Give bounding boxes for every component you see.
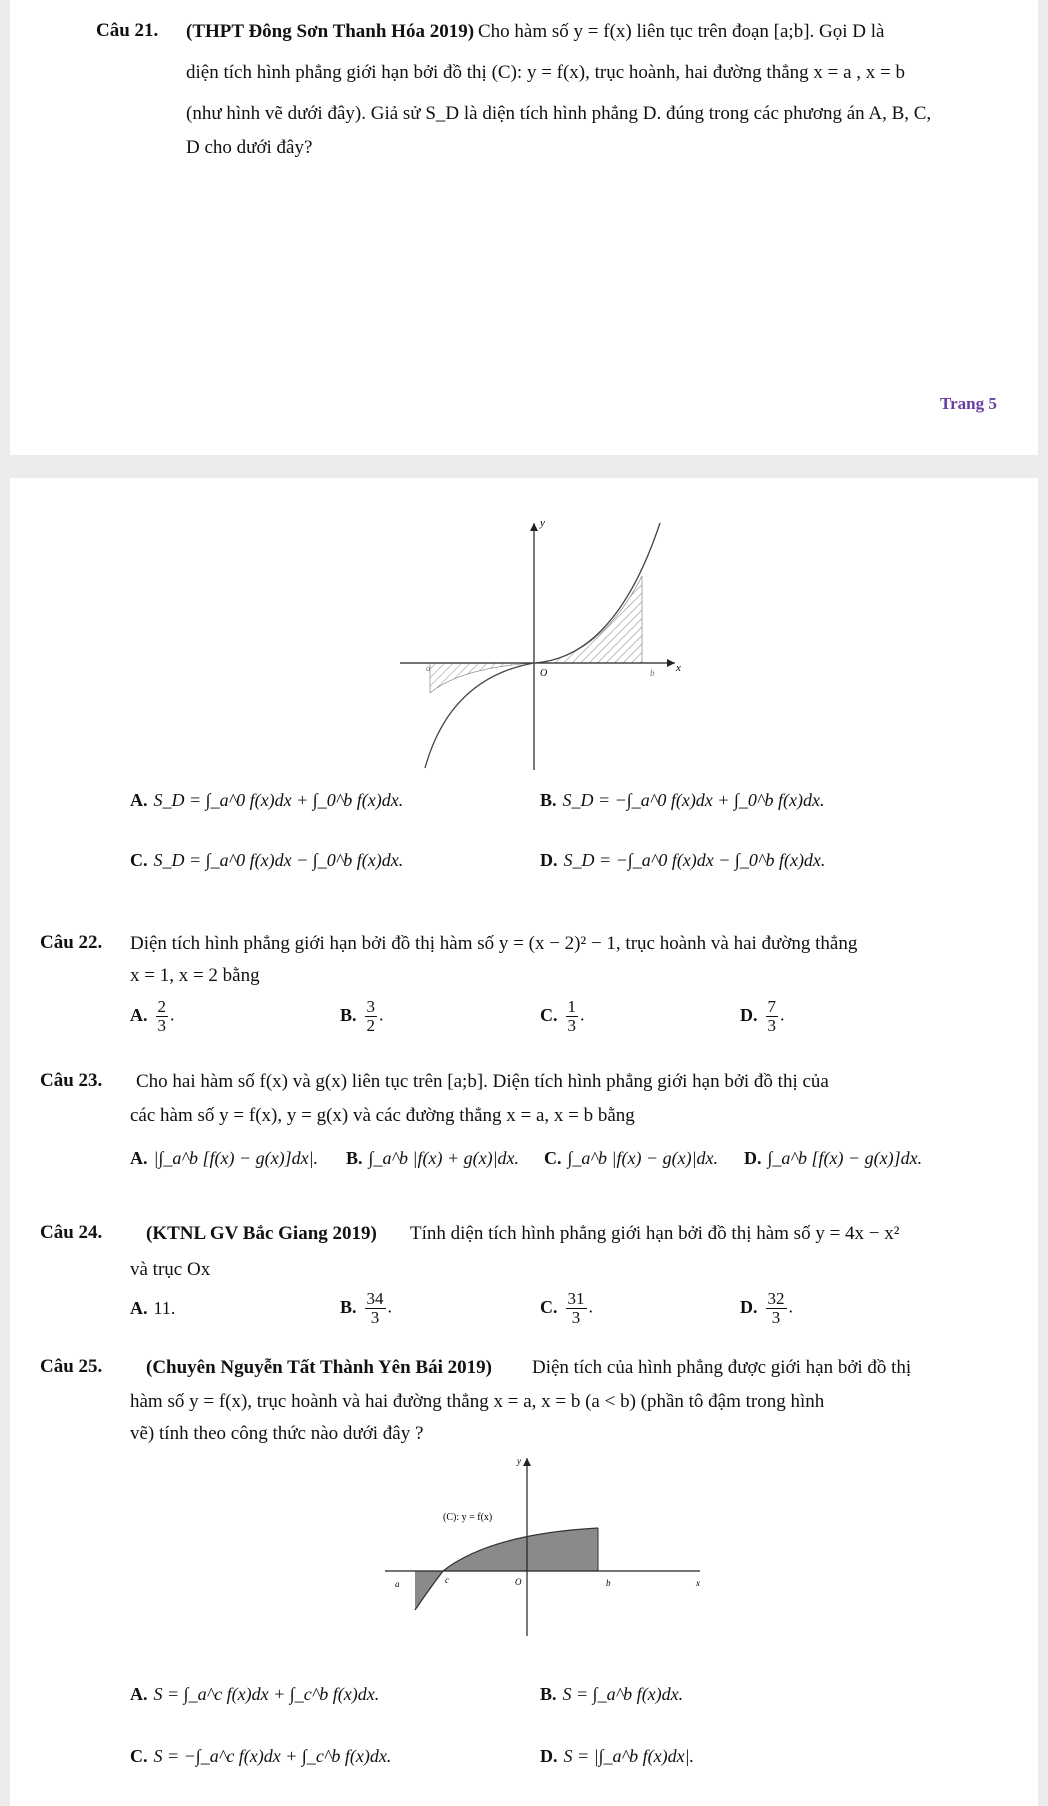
- q24-option-a[interactable]: A. 11.: [130, 1298, 176, 1318]
- q22-option-b[interactable]: B. $\frac{3}{2}$ .: [340, 997, 384, 1035]
- q21-label-y: y: [540, 517, 545, 529]
- q24-line1: Tính diện tích hình phẳng giới hạn bởi đồ thị hàm số y = 4x − x²: [410, 1223, 900, 1244]
- q24-option-c[interactable]: C. $\frac{31}{3}$ .: [540, 1289, 593, 1327]
- q22-option-d[interactable]: D. $\frac{7}{3}$ .: [740, 997, 785, 1035]
- q25-label-c: c: [445, 1575, 449, 1585]
- q24-number: Câu 24.: [40, 1222, 103, 1243]
- q25-line3: vẽ) tính theo công thức nào dưới đây ?: [130, 1423, 424, 1444]
- q21-line1: Cho hàm số y = f(x) liên tục trên đoạn [a;b]. Gọi D là: [478, 21, 885, 42]
- q22-line1: Diện tích hình phẳng giới hạn bởi đồ thị hàm số y = (x − 2)² − 1, trục hoành và hai đường thẳng: [130, 933, 858, 954]
- q21-label-a: a: [426, 663, 431, 673]
- q25-line2: hàm số y = f(x), trục hoành và hai đường thẳng x = a, x = b (a < b) (phần tô đậm trong hình: [130, 1391, 825, 1412]
- q23-line2: các hàm số y = f(x), y = g(x) và các đường thẳng x = a, x = b bằng: [130, 1105, 635, 1126]
- q24-source: (KTNL GV Bắc Giang 2019): [146, 1223, 377, 1244]
- q23-option-b[interactable]: B. ∫_a^b |f(x) + g(x)|dx.: [346, 1148, 520, 1168]
- q25-label-x: x: [696, 1578, 700, 1588]
- q25-option-c[interactable]: C. S = −∫_a^c f(x)dx + ∫_c^b f(x)dx.: [130, 1746, 392, 1766]
- q21-option-d[interactable]: D. S_D = −∫_a^0 f(x)dx − ∫_0^b f(x)dx.: [540, 850, 826, 870]
- q25-option-a[interactable]: A. S = ∫_a^c f(x)dx + ∫_c^b f(x)dx.: [130, 1684, 380, 1704]
- q22-number: Câu 22.: [40, 932, 103, 953]
- page-number: Trang 5: [940, 394, 997, 413]
- q25-region-positive: [443, 1528, 598, 1571]
- q25-label-b: b: [606, 1578, 611, 1588]
- q23-option-c[interactable]: C. ∫_a^b |f(x) − g(x)|dx.: [544, 1148, 719, 1168]
- q24-option-b[interactable]: B. $\frac{34}{3}$ .: [340, 1289, 393, 1327]
- q21-source: (THPT Đông Sơn Thanh Hóa 2019): [186, 21, 475, 42]
- q24-line2: và trục Ox: [130, 1259, 211, 1280]
- q21-option-c[interactable]: C. S_D = ∫_a^0 f(x)dx − ∫_0^b f(x)dx.: [130, 850, 404, 870]
- q22-option-a[interactable]: A. $\frac{2}{3}$ .: [130, 997, 175, 1035]
- q25-label-o: O: [515, 1577, 522, 1587]
- q21-line4: D cho dưới đây?: [186, 137, 313, 158]
- q21-option-b[interactable]: B. S_D = −∫_a^0 f(x)dx + ∫_0^b f(x)dx.: [540, 790, 825, 810]
- page-top-sheet: [10, 0, 1038, 455]
- q21-label-o: O: [540, 668, 548, 679]
- q25-option-d[interactable]: D. S = |∫_a^b f(x)dx|.: [540, 1746, 695, 1766]
- q24-option-d[interactable]: D. $\frac{32}{3}$ .: [740, 1289, 793, 1327]
- q25-option-b[interactable]: B. S = ∫_a^b f(x)dx.: [540, 1684, 684, 1704]
- q21-left-region: [430, 663, 534, 693]
- q21-right-region: [534, 576, 642, 663]
- q25-line1: Diện tích của hình phẳng được giới hạn bởi đồ thị: [532, 1357, 912, 1378]
- q23-line1: Cho hai hàm số f(x) và g(x) liên tục trên [a;b]. Diện tích hình phẳng giới hạn bởi đồ thị của: [136, 1071, 829, 1092]
- q23-option-d[interactable]: D. ∫_a^b [f(x) − g(x)]dx.: [744, 1148, 923, 1168]
- q25-label-y: y: [517, 1456, 521, 1466]
- q22-option-c[interactable]: C. $\frac{1}{3}$ .: [540, 997, 585, 1035]
- q21-number: Câu 21.: [96, 20, 159, 41]
- q25-source: (Chuyên Nguyễn Tất Thành Yên Bái 2019): [146, 1357, 492, 1378]
- q21-label-x: x: [676, 662, 681, 674]
- q22-line2: x = 1, x = 2 bằng: [130, 965, 260, 986]
- q21-line3: (như hình vẽ dưới đây). Giả sử S_D là diện tích hình phẳng D. đúng trong các phương án A, B, C,: [186, 103, 932, 124]
- q23-option-a[interactable]: A. |∫_a^b [f(x) − g(x)]dx|.: [130, 1148, 319, 1168]
- q23-number: Câu 23.: [40, 1070, 103, 1091]
- q21-graph: [10, 478, 1038, 778]
- q21-label-b: b: [650, 668, 655, 678]
- q25-curve-label: (C): y = f(x): [443, 1512, 493, 1523]
- q25-number: Câu 25.: [40, 1356, 103, 1377]
- q21-line2: diện tích hình phẳng giới hạn bởi đồ thị (C): y = f(x), trục hoành, hai đường thẳng x = a , x = b: [186, 62, 905, 83]
- q25-label-a: a: [395, 1579, 400, 1589]
- q25-graph: [10, 1448, 1038, 1648]
- page-bottom-sheet: [10, 478, 1038, 1806]
- q21-option-a[interactable]: A. S_D = ∫_a^0 f(x)dx + ∫_0^b f(x)dx.: [130, 790, 404, 810]
